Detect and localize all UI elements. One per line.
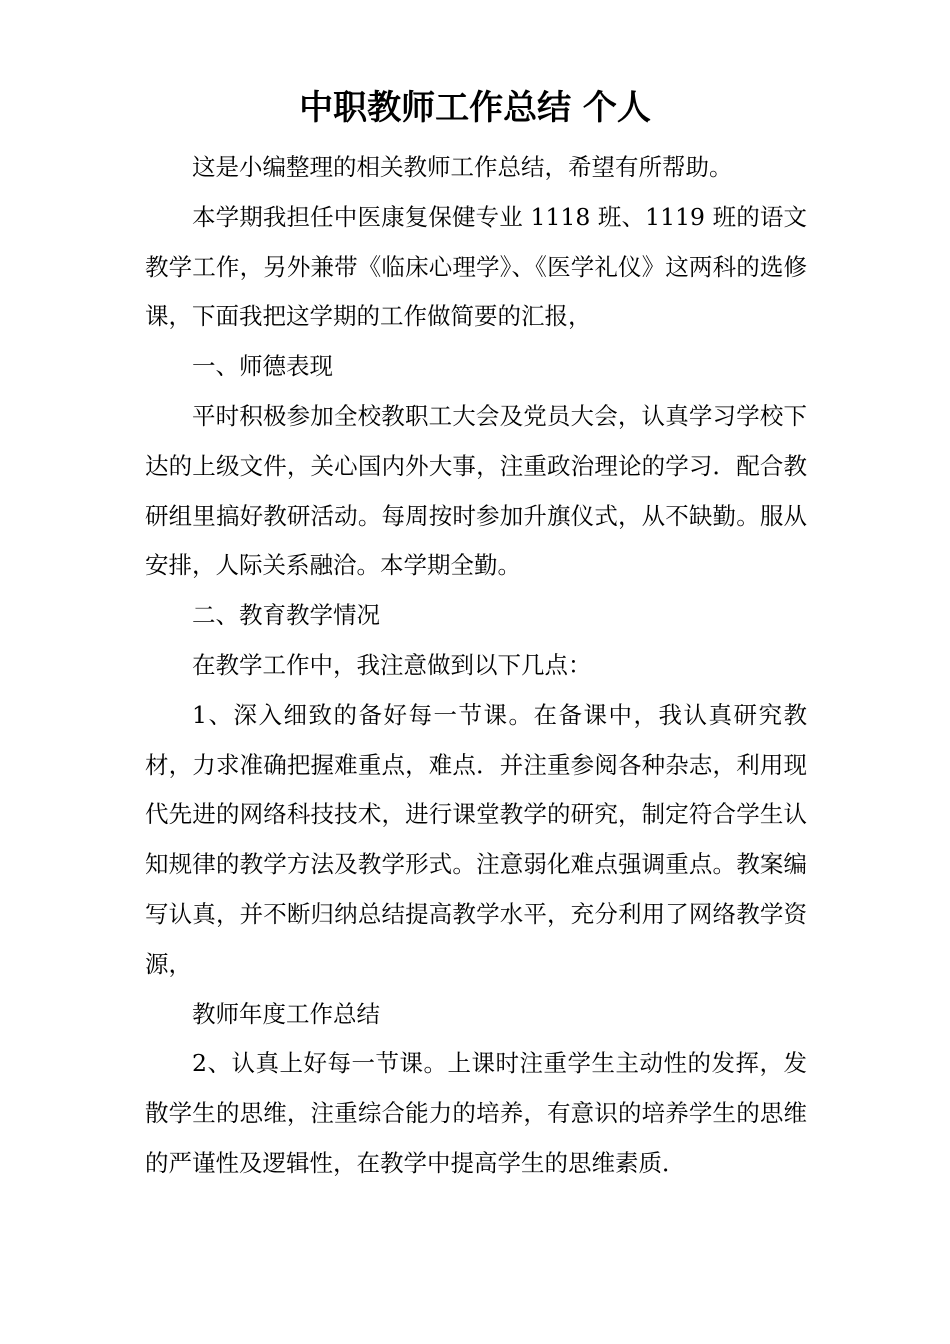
document-body [145, 143, 807, 1189]
document-title: 中职教师工作总结 个人 [299, 88, 651, 128]
paragraph-annual-summary: 教师年度工作总结 [192, 999, 380, 1028]
paragraph-point-1: 1、深入细致的备好每一节课。在备课中，我认真研究教材，力求准确把握难重点，难点．并注重参阅各种杂志，利用现代先进的网络科技技术，进行课堂教学的研究，制定符合学生认知规律的教学方法及教学形式。注意弱化难点强调重点。教案编写认真，并不断归纳总结提高教学水平，充分利用了网络教学资源， [145, 700, 807, 978]
paragraph-teaching-assignment: 本学期我担任中医康复保健专业 1118 班、1119 班的语文教学工作，另外兼带《临床心理学》、《医学礼仪》这两科的选修课，下面我把这学期的工作做简要的汇报， [145, 202, 807, 331]
paragraph-intro: 这是小编整理的相关教师工作总结，希望有所帮助。 [192, 153, 733, 181]
section-heading-teaching: 二、教育教学情况 [192, 601, 380, 630]
paragraph-point-2: 2、认真上好每一节课。上课时注重学生主动性的发挥，发散学生的思维，注重综合能力的培养，有意识的培养学生的思维的严谨性及逻辑性，在教学中提高学生的思维素质． [145, 1049, 807, 1177]
paragraph-teaching-intro: 在教学工作中，我注意做到以下几点： [192, 650, 592, 679]
section-heading-ethics: 一、师德表现 [192, 352, 333, 381]
paragraph-ethics: 平时积极参加全校教职工大会及党员大会，认真学习学校下达的上级文件，关心国内外大事，注重政治理论的学习．配合教研组里搞好教研活动。每周按时参加升旗仪式，从不缺勤。服从安排，人际关系融洽。本学期全勤。 [145, 401, 807, 580]
